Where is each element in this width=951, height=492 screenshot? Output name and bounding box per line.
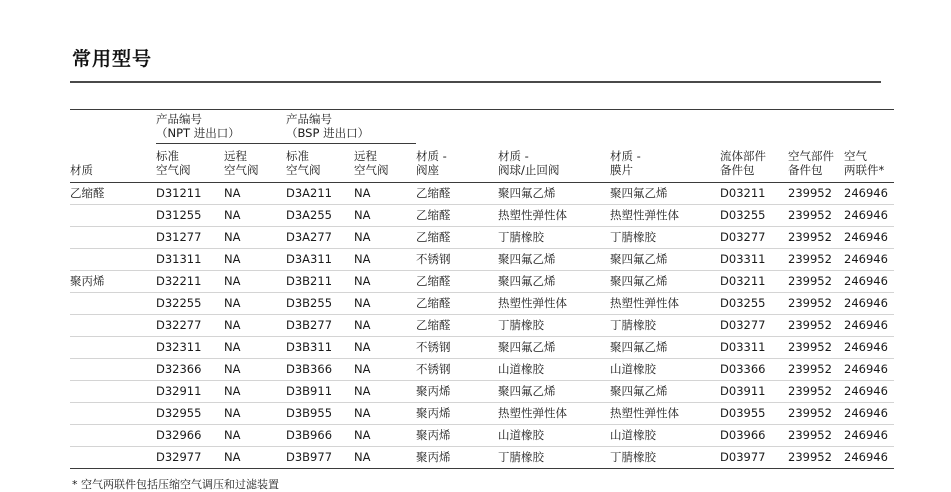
cell-seat: 乙缩醛	[416, 292, 498, 314]
header-material	[70, 143, 156, 182]
header-group-npt	[156, 110, 286, 144]
table-row	[70, 182, 894, 204]
cell-air-kit: 239952	[788, 446, 844, 468]
cell-fluid-kit: D03955	[720, 402, 788, 424]
cell-material	[70, 380, 156, 402]
cell-seat: 不锈钢	[416, 336, 498, 358]
cell-npt-remote: NA	[224, 446, 286, 468]
cell-fluid-kit: D03311	[720, 336, 788, 358]
cell-diaphragm: 聚四氟乙烯	[610, 270, 720, 292]
cell-material	[70, 292, 156, 314]
cell-bsp-standard: D3B955	[286, 402, 354, 424]
cell-material: 乙缩醛	[70, 182, 156, 204]
header-seat-line1: 材质 -	[416, 149, 447, 164]
cell-material	[70, 248, 156, 270]
cell-diaphragm: 丁腈橡胶	[610, 226, 720, 248]
cell-bsp-remote: NA	[354, 270, 416, 292]
header-diaphragm-material	[610, 143, 720, 182]
cell-diaphragm: 热塑性弹性体	[610, 402, 720, 424]
cell-air-kit: 239952	[788, 182, 844, 204]
cell-npt-remote: NA	[224, 182, 286, 204]
header-npt-standard-line1: 标准	[156, 149, 179, 164]
cell-fluid-kit: D03277	[720, 314, 788, 336]
cell-npt-standard: D31311	[156, 248, 224, 270]
cell-material: 聚丙烯	[70, 270, 156, 292]
table-body	[70, 182, 894, 468]
cell-bsp-standard: D3A277	[286, 226, 354, 248]
cell-ball: 聚四氟乙烯	[498, 248, 610, 270]
cell-bsp-remote: NA	[354, 204, 416, 226]
cell-ball: 聚四氟乙烯	[498, 380, 610, 402]
cell-bsp-standard: D3B366	[286, 358, 354, 380]
cell-air-unit: 246946	[844, 270, 894, 292]
cell-seat: 不锈钢	[416, 248, 498, 270]
cell-air-unit: 246946	[844, 292, 894, 314]
header-bsp-standard-air-valve	[286, 143, 354, 182]
cell-material	[70, 226, 156, 248]
cell-air-unit: 246946	[844, 402, 894, 424]
header-bsp-remote-air-valve	[354, 143, 416, 182]
cell-npt-standard: D32277	[156, 314, 224, 336]
cell-npt-standard: D32977	[156, 446, 224, 468]
cell-npt-standard: D32211	[156, 270, 224, 292]
cell-bsp-remote: NA	[354, 292, 416, 314]
cell-material	[70, 314, 156, 336]
cell-npt-remote: NA	[224, 380, 286, 402]
header-ball-material	[498, 143, 610, 182]
cell-npt-standard: D31255	[156, 204, 224, 226]
header-air-kit	[788, 143, 844, 182]
header-bsp-remote-line2: 空气阀	[354, 162, 389, 177]
table-row	[70, 358, 894, 380]
table-row	[70, 292, 894, 314]
cell-seat: 不锈钢	[416, 358, 498, 380]
header-air-unit	[844, 143, 894, 182]
cell-fluid-kit: D03366	[720, 358, 788, 380]
header-ball-line2: 阀球/止回阀	[498, 162, 560, 177]
header-sub-row	[70, 143, 894, 182]
cell-seat: 聚丙烯	[416, 380, 498, 402]
cell-seat: 聚丙烯	[416, 402, 498, 424]
cell-ball: 聚四氟乙烯	[498, 336, 610, 358]
cell-air-kit: 239952	[788, 336, 844, 358]
cell-bsp-standard: D3B311	[286, 336, 354, 358]
header-spacer-right	[416, 110, 894, 144]
cell-seat: 乙缩醛	[416, 204, 498, 226]
cell-air-unit: 246946	[844, 204, 894, 226]
cell-ball: 热塑性弹性体	[498, 402, 610, 424]
cell-npt-remote: NA	[224, 204, 286, 226]
cell-bsp-standard: D3B211	[286, 270, 354, 292]
header-seat-line2: 阀座	[416, 162, 440, 177]
header-fluid-kit-line2: 备件包	[720, 162, 755, 177]
cell-npt-remote: NA	[224, 336, 286, 358]
cell-material	[70, 402, 156, 424]
cell-npt-standard: D32955	[156, 402, 224, 424]
cell-air-kit: 239952	[788, 358, 844, 380]
cell-air-unit: 246946	[844, 446, 894, 468]
cell-bsp-standard: D3A255	[286, 204, 354, 226]
model-spec-table	[70, 109, 894, 469]
header-diaphragm-line2: 膜片	[610, 162, 634, 177]
cell-npt-standard: D32911	[156, 380, 224, 402]
cell-npt-standard: D32366	[156, 358, 224, 380]
cell-ball: 丁腈橡胶	[498, 314, 610, 336]
cell-fluid-kit: D03211	[720, 270, 788, 292]
header-bsp-standard-line1: 标准	[286, 149, 309, 164]
cell-air-unit: 246946	[844, 358, 894, 380]
cell-npt-remote: NA	[224, 270, 286, 292]
cell-npt-remote: NA	[224, 424, 286, 446]
table-row	[70, 424, 894, 446]
cell-bsp-remote: NA	[354, 336, 416, 358]
cell-air-unit: 246946	[844, 226, 894, 248]
cell-seat: 乙缩醛	[416, 182, 498, 204]
cell-material	[70, 358, 156, 380]
header-air-kit-line1: 空气部件	[788, 149, 835, 164]
cell-npt-standard: D32966	[156, 424, 224, 446]
cell-air-unit: 246946	[844, 314, 894, 336]
cell-fluid-kit: D03255	[720, 204, 788, 226]
cell-seat: 乙缩醛	[416, 226, 498, 248]
cell-bsp-standard: D3A211	[286, 182, 354, 204]
table-row	[70, 270, 894, 292]
cell-air-unit: 246946	[844, 336, 894, 358]
cell-ball: 丁腈橡胶	[498, 226, 610, 248]
table-row	[70, 226, 894, 248]
cell-material	[70, 336, 156, 358]
page-title: 常用型号	[72, 48, 153, 70]
cell-bsp-standard: D3B911	[286, 380, 354, 402]
table-row	[70, 336, 894, 358]
cell-ball: 聚四氟乙烯	[498, 270, 610, 292]
header-diaphragm-line1: 材质 -	[610, 149, 641, 164]
table-footnote: * 空气两联件包括压缩空气调压和过滤装置	[72, 477, 279, 491]
header-air-kit-line2: 备件包	[788, 162, 823, 177]
cell-npt-standard: D32311	[156, 336, 224, 358]
cell-npt-remote: NA	[224, 314, 286, 336]
cell-seat: 乙缩醛	[416, 314, 498, 336]
cell-npt-remote: NA	[224, 402, 286, 424]
cell-air-kit: 239952	[788, 314, 844, 336]
cell-npt-remote: NA	[224, 226, 286, 248]
header-fluid-kit	[720, 143, 788, 182]
cell-air-kit: 239952	[788, 424, 844, 446]
cell-ball: 聚四氟乙烯	[498, 182, 610, 204]
table-header	[70, 110, 894, 183]
cell-air-kit: 239952	[788, 248, 844, 270]
cell-diaphragm: 山道橡胶	[610, 424, 720, 446]
header-group-bsp-line2: （BSP 进出口）	[286, 126, 370, 141]
header-air-unit-line1: 空气	[844, 149, 868, 164]
table-row	[70, 446, 894, 468]
cell-ball: 热塑性弹性体	[498, 204, 610, 226]
cell-air-kit: 239952	[788, 292, 844, 314]
cell-air-unit: 246946	[844, 380, 894, 402]
cell-air-kit: 239952	[788, 270, 844, 292]
header-ball-line1: 材质 -	[498, 149, 529, 164]
cell-material	[70, 204, 156, 226]
cell-diaphragm: 聚四氟乙烯	[610, 336, 720, 358]
cell-npt-remote: NA	[224, 358, 286, 380]
header-bsp-remote-line1: 远程	[354, 149, 377, 164]
cell-diaphragm: 聚四氟乙烯	[610, 248, 720, 270]
header-group-bsp	[286, 110, 416, 144]
cell-fluid-kit: D03277	[720, 226, 788, 248]
cell-diaphragm: 丁腈橡胶	[610, 446, 720, 468]
header-seat-material	[416, 143, 498, 182]
cell-bsp-standard: D3B977	[286, 446, 354, 468]
table-row	[70, 248, 894, 270]
cell-diaphragm: 丁腈橡胶	[610, 314, 720, 336]
header-fluid-kit-line1: 流体部件	[720, 149, 767, 164]
cell-ball: 丁腈橡胶	[498, 446, 610, 468]
header-group-bsp-line1: 产品编号	[286, 112, 332, 126]
header-material-label: 材质	[70, 162, 93, 177]
header-npt-standard-line2: 空气阀	[156, 162, 191, 177]
cell-material	[70, 424, 156, 446]
cell-air-kit: 239952	[788, 380, 844, 402]
cell-bsp-remote: NA	[354, 314, 416, 336]
cell-seat: 乙缩醛	[416, 270, 498, 292]
cell-ball: 热塑性弹性体	[498, 292, 610, 314]
cell-bsp-remote: NA	[354, 402, 416, 424]
cell-fluid-kit: D03255	[720, 292, 788, 314]
cell-air-kit: 239952	[788, 402, 844, 424]
cell-material	[70, 446, 156, 468]
cell-seat: 聚丙烯	[416, 446, 498, 468]
table-row	[70, 314, 894, 336]
cell-bsp-standard: D3B277	[286, 314, 354, 336]
cell-npt-remote: NA	[224, 248, 286, 270]
table-row	[70, 204, 894, 226]
cell-bsp-standard: D3B966	[286, 424, 354, 446]
header-group-npt-line2: （NPT 进出口）	[156, 126, 240, 141]
cell-npt-standard: D31277	[156, 226, 224, 248]
header-air-unit-line2: 两联件*	[844, 162, 885, 177]
cell-fluid-kit: D03977	[720, 446, 788, 468]
cell-air-kit: 239952	[788, 226, 844, 248]
cell-fluid-kit: D03311	[720, 248, 788, 270]
cell-diaphragm: 山道橡胶	[610, 358, 720, 380]
cell-seat: 聚丙烯	[416, 424, 498, 446]
cell-diaphragm: 聚四氟乙烯	[610, 182, 720, 204]
header-npt-remote-air-valve	[224, 143, 286, 182]
cell-npt-remote: NA	[224, 292, 286, 314]
cell-air-kit: 239952	[788, 204, 844, 226]
cell-diaphragm: 聚四氟乙烯	[610, 380, 720, 402]
header-npt-remote-line2: 空气阀	[224, 162, 259, 177]
header-group-npt-line1: 产品编号	[156, 112, 202, 126]
cell-bsp-remote: NA	[354, 358, 416, 380]
header-npt-standard-air-valve	[156, 143, 224, 182]
cell-bsp-remote: NA	[354, 380, 416, 402]
cell-bsp-remote: NA	[354, 226, 416, 248]
title-divider	[70, 81, 881, 83]
cell-npt-standard: D31211	[156, 182, 224, 204]
cell-ball: 山道橡胶	[498, 358, 610, 380]
table-row	[70, 380, 894, 402]
cell-bsp-standard: D3B255	[286, 292, 354, 314]
cell-ball: 山道橡胶	[498, 424, 610, 446]
cell-bsp-standard: D3A311	[286, 248, 354, 270]
cell-fluid-kit: D03966	[720, 424, 788, 446]
cell-air-unit: 246946	[844, 182, 894, 204]
header-bsp-standard-line2: 空气阀	[286, 162, 321, 177]
cell-bsp-remote: NA	[354, 424, 416, 446]
header-npt-remote-line1: 远程	[224, 149, 247, 164]
cell-fluid-kit: D03911	[720, 380, 788, 402]
cell-air-unit: 246946	[844, 424, 894, 446]
cell-fluid-kit: D03211	[720, 182, 788, 204]
cell-air-unit: 246946	[844, 248, 894, 270]
cell-diaphragm: 热塑性弹性体	[610, 204, 720, 226]
cell-bsp-remote: NA	[354, 182, 416, 204]
header-group-row	[70, 110, 894, 144]
table-row	[70, 402, 894, 424]
cell-diaphragm: 热塑性弹性体	[610, 292, 720, 314]
header-spacer-material	[70, 110, 156, 144]
cell-bsp-remote: NA	[354, 248, 416, 270]
cell-bsp-remote: NA	[354, 446, 416, 468]
cell-npt-standard: D32255	[156, 292, 224, 314]
